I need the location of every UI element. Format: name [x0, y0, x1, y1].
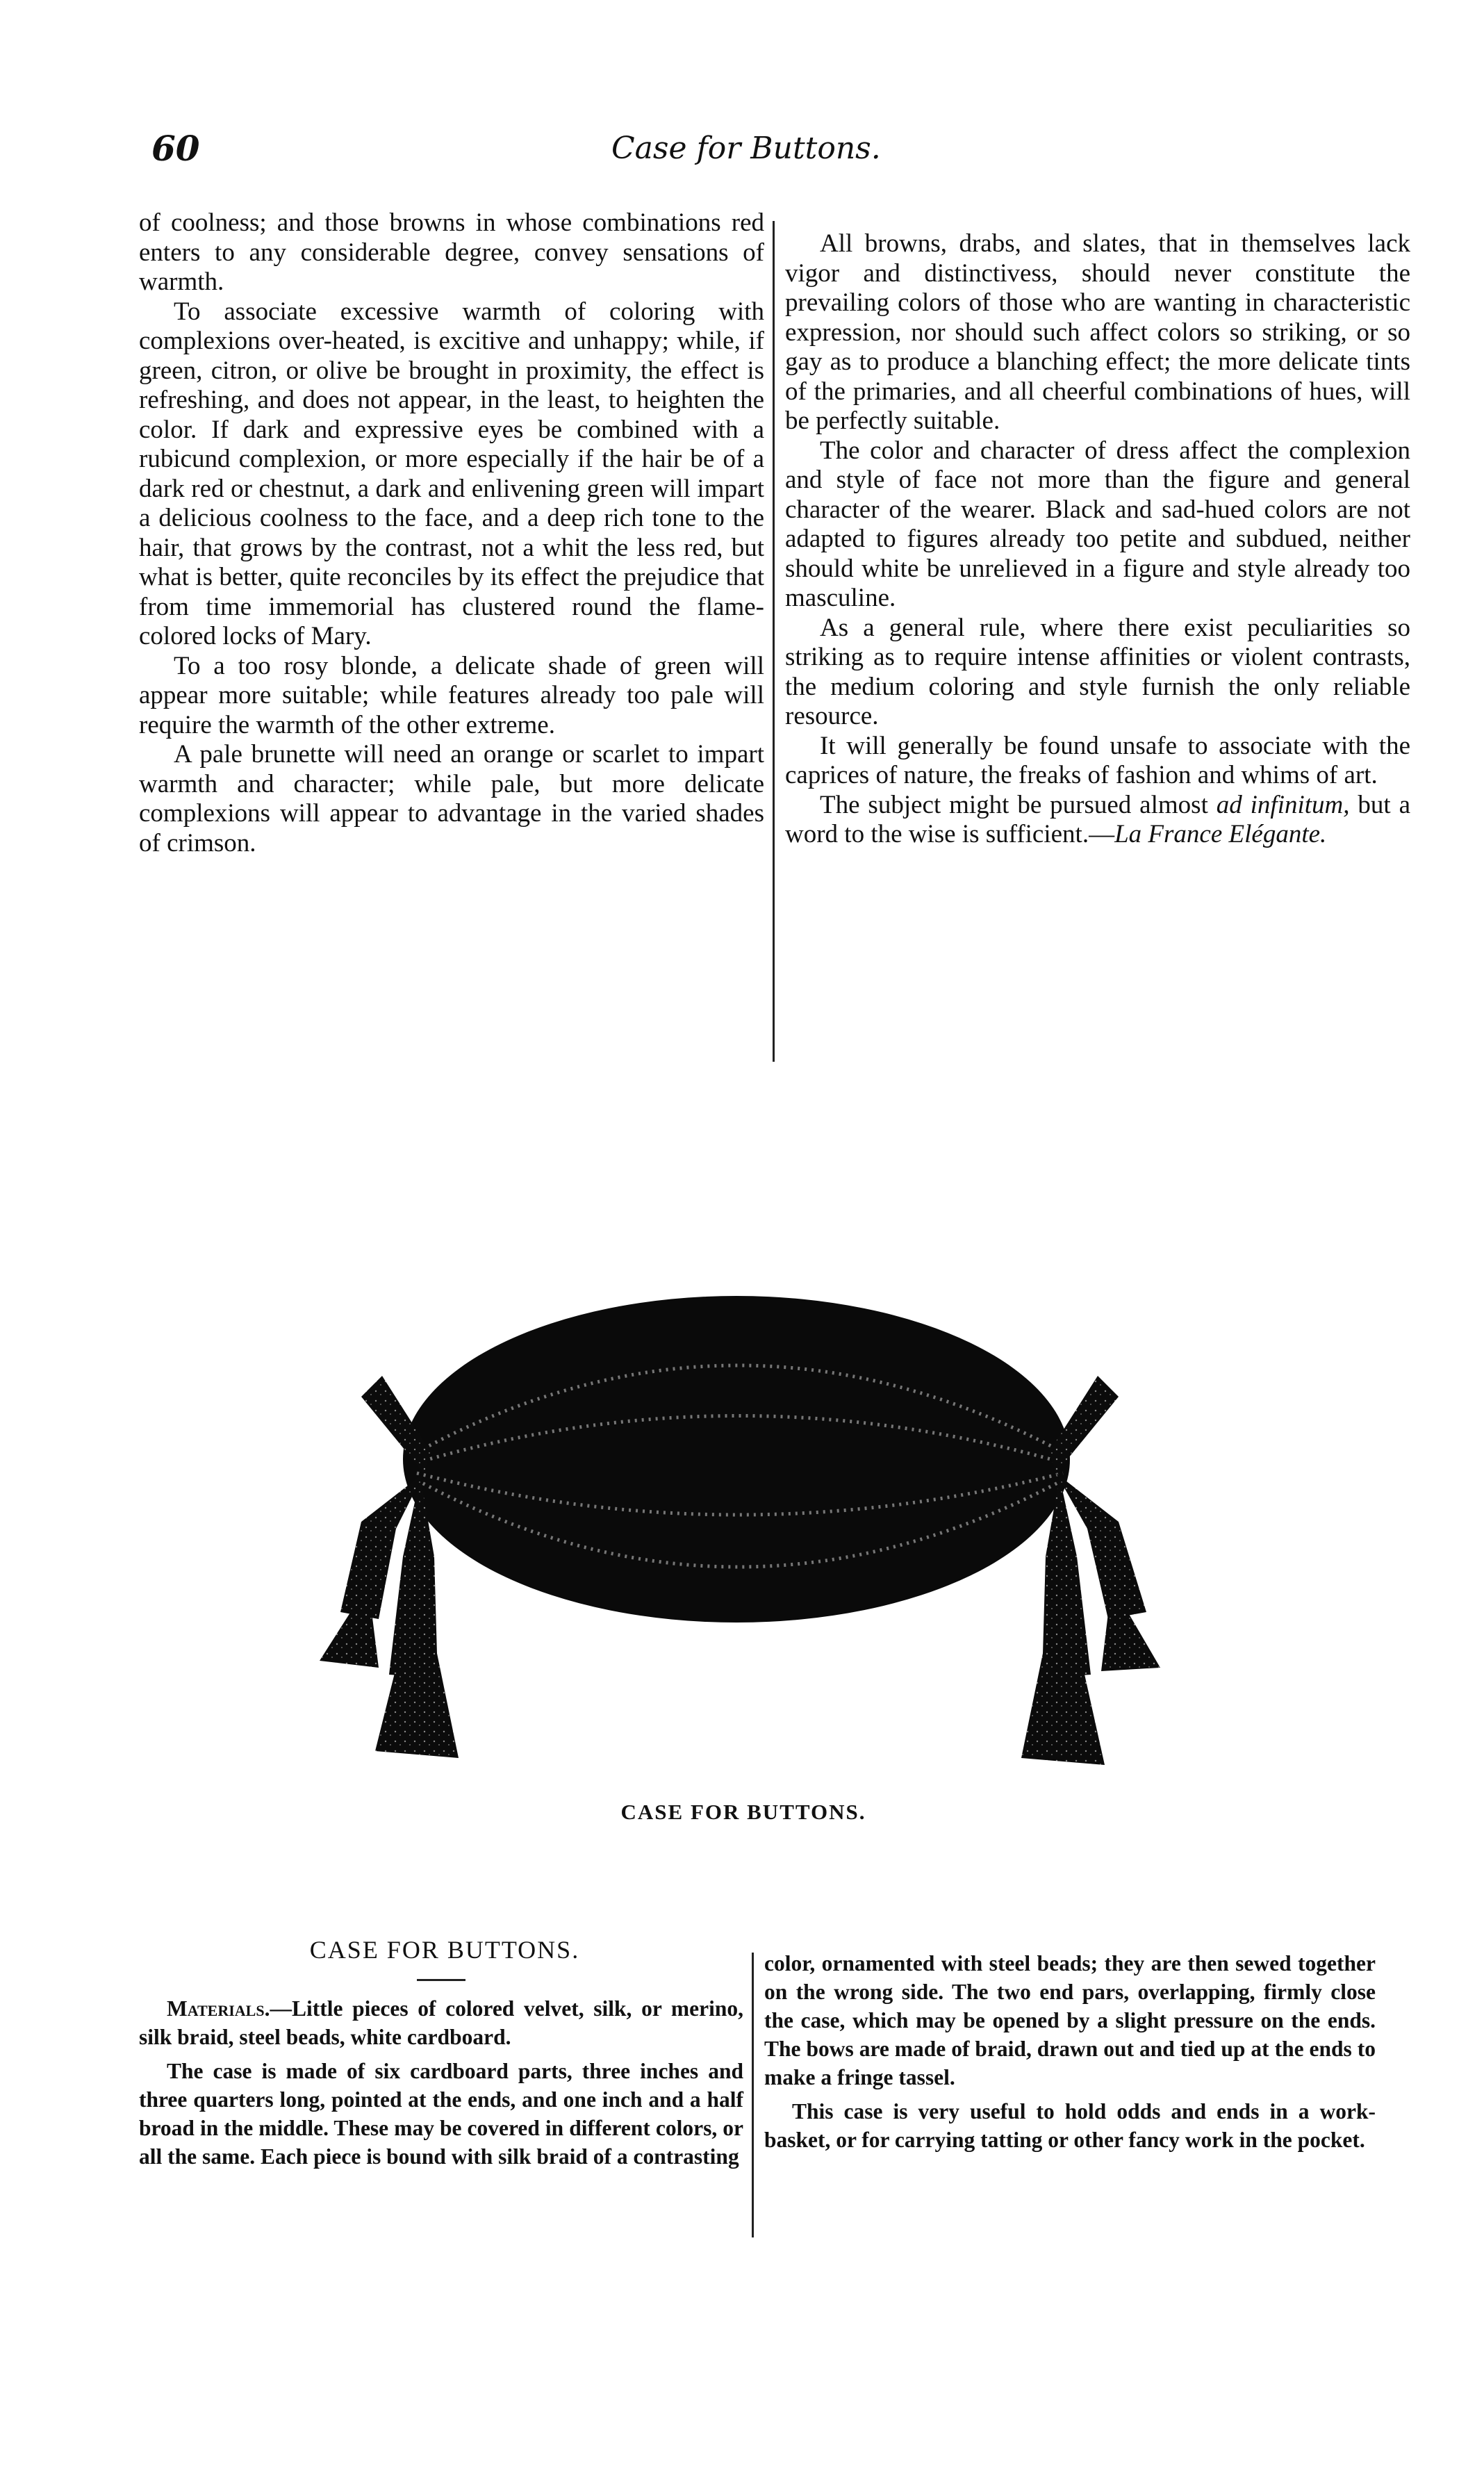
materials-label: Materials.	[167, 1996, 270, 2021]
article-right-column	[785, 229, 1410, 850]
case-body	[403, 1296, 1070, 1623]
paragraph: This case is very useful to hold odds and ends in a work-basket, or for carrying tatting or other fancy work in the pocket.	[764, 2099, 1376, 2152]
paragraph: To a too rosy blonde, a delicate shade of green will appear more suitable; while features already too pale will require the warmth of the other extreme.	[139, 651, 764, 739]
paragraph: To associate excessive warmth of coloring with complexions over-heated, is excitive and unhappy; while, if green, citron, or olive be brought in proximity, the effect is refreshing, and does not appear, in the least, to heighten the color. If dark and expressive eyes be combined with a rubicund complexion, or more especially if the hair be of a dark red or chestnut, a dark and enlivening green will impart a delicious coolness to the face, and a deep rich tone to the hair, that grows by the contrast, not a whit the less red, but what is better, quite reconciles by its effect the prejudice that from time immemorial has clustered round the flame-colored locks of Mary.	[139, 297, 764, 650]
page-number: 60	[151, 128, 200, 169]
paragraph: color, ornamented with steel beads; they are then sewed together on the wrong side. The two end pars, overlapping, firmly close the case, which may be opened by a slight pressure on the ends. The bows are made of braid, drawn out and tied up at the ends to make a fringe tassel.	[764, 1951, 1376, 2089]
running-title: Case for Buttons.	[611, 131, 881, 166]
paragraph: As a general rule, where there exist peculiarities so striking as to require intense affinities or violent contrasts, the medium coloring and style furnish the only reliable resource.	[785, 613, 1410, 730]
title-rule	[417, 1979, 465, 1981]
paragraph: All browns, drabs, and slates, that in themselves lack vigor and distinctivess, should never constitute the prevailing colors of those who are wanting in characteristic expression, nor should such affect colors so striking, or so gay as to produce a blanching effect; the more delicate tints of the primaries, and all cheerful combinations of hues, will be perfectly suitable.	[785, 229, 1410, 435]
source-citation: La France Elégante.	[1114, 820, 1327, 848]
closing-paragraph	[785, 791, 1410, 850]
figure-caption: CASE FOR BUTTONS.	[620, 1800, 866, 1824]
paragraph: of coolness; and those browns in whose combinations red enters to any considerable degree, convey sensations of warmth.	[139, 208, 764, 296]
paragraph: The case is made of six cardboard parts, three inches and three quarters long, pointed at the ends, and one inch and a half broad in the middle. These may be covered in different colors, or all the same. Each piece is bound with silk braid of a contrasting	[139, 2059, 743, 2169]
closing-text-2: but a word to the wise is sufficient.—	[785, 790, 1410, 848]
materials-text: —Little pieces of colored velvet, silk, or merino, silk braid, steel beads, white cardboard.	[139, 1996, 743, 2049]
instructions-left-column	[139, 1994, 743, 2176]
article-left-column	[139, 208, 764, 858]
column-rule-bottom	[752, 1953, 754, 2237]
materials-paragraph	[139, 1994, 743, 2051]
instructions-right-column	[764, 1949, 1376, 2160]
paragraph: The color and character of dress affect the complexion and style of face not more than the figure and general character of the wearer. Black and sad-hued colors are not adapted to figures already too petite and subdued, neither should white be unrelieved in a figure and style already too masculine.	[785, 436, 1410, 612]
case-for-buttons-illustration	[257, 1223, 1230, 1793]
closing-italic: ad infinitum,	[1216, 790, 1350, 819]
closing-text: The subject might be pursued almost	[820, 790, 1208, 819]
paragraph: It will generally be found unsafe to associate with the caprices of nature, the freaks of fashion and whims of art.	[785, 731, 1410, 789]
column-rule-top	[773, 221, 775, 1062]
paragraph: A pale brunette will need an orange or scarlet to impart warmth and character; while pale, but more delicate complexions will appear to advantage in the varied shades of crimson.	[139, 740, 764, 857]
section-title: CASE FOR BUTTONS.	[309, 1936, 580, 1964]
